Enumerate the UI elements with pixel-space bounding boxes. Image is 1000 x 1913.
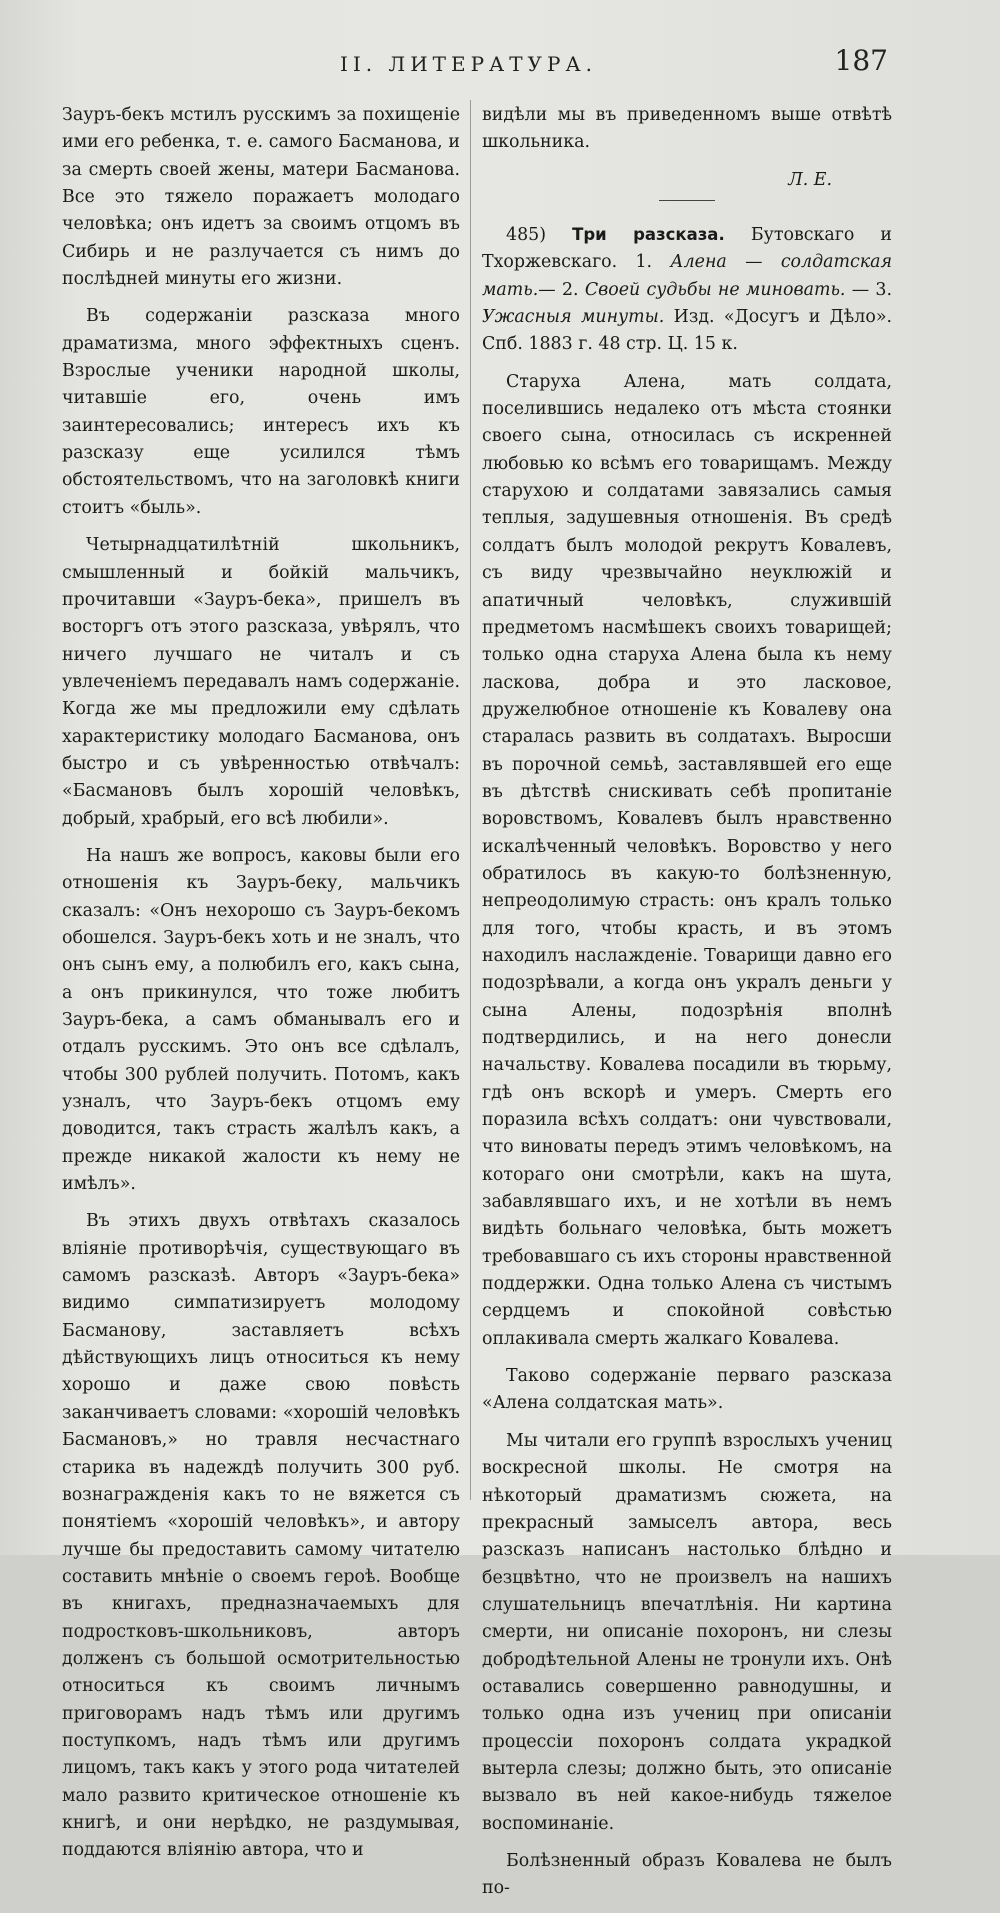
column-divider xyxy=(470,100,471,1500)
entry-title: Три разсказа. xyxy=(572,225,725,245)
bibliographic-entry xyxy=(482,221,892,359)
left-column xyxy=(62,102,460,1875)
left-paragraph-4: На нашъ же вопросъ, каковы были его отношенія къ Зауръ-беку, мальчикъ сказалъ: «Онъ нехорошо съ Зауръ-бекомъ обошелся. Зауръ-бекъ хоть и не зналъ, что онъ сынъ ему, а полюбилъ его, какъ сына, а онъ прикинулся, что тоже любитъ Зауръ-бека, а самъ обманывалъ его и отдалъ русскимъ. Это онъ все сдѣлалъ, чтобы 300 рублей получить. Потомъ, какъ узналъ, что Зауръ-бекъ отцомъ ему доводится, такъ страсть жалѣлъ какъ, а прежде никакой жалости къ нему не имѣлъ». xyxy=(62,845,460,1195)
left-paragraph-2: Въ содержаніи разсказа много драматизма, много эффектныхъ сценъ. Взрослые ученики народной школы, читавшіе его, очень имъ заинтересовались; интересъ ихъ къ разсказу еще усилился тѣмъ обстоятельствомъ, что на заголовкѣ книги стоитъ «быль». xyxy=(62,306,460,518)
right-paragraph-1: Старуха Алена, мать солдата, поселившись недалеко отъ мѣста стоянки своего сына, относилась съ искренней любовью ко всѣмъ его товарищамъ. Между старухою и солдатами завязались самыя теплыя, задушевныя отношенія. Въ средѣ солдатъ былъ молодой рекрутъ Ковалевъ, съ виду чрезвычайно неуклюжій и апатичный человѣкъ, служившій предметомъ насмѣшекъ своихъ товарищей; только одна старуха Алена была къ нему ласкова, добра и это ласковое, дружелюбное отношеніе къ Ковалеву она старалась развить въ солдатахъ. Выросши въ порочной семьѣ, заставлявшей его еще въ дѣтствѣ снискивать себѣ пропитаніе воровствомъ, Ковалевъ былъ нравственно искалѣченный человѣкъ. Воровство у него обратилось въ какую-то болѣзненную, непреодолимую страсть: онъ кралъ только для того, чтобы красть, и въ этомъ находилъ наслажденіе. Товарищи давно его подозрѣвали, а когда онъ укралъ деньги у сына Алены, подозрѣнія вполнѣ подтвердились, и на него донесли начальству. Ковалева посадили въ тюрьму, гдѣ онъ вскорѣ и умеръ. Смерть его поразила всѣхъ солдатъ: они чувствовали, что виноваты передъ этимъ человѣкомъ, на котораго они смотрѣли, какъ на шута, забавлявшаго ихъ, и не хотѣли въ немъ видѣть больнаго человѣка, быть можетъ требовавшаго съ ихъ стороны нравственной поддержки. Одна только Алена съ чистымъ сердцемъ и спокойной совѣстью оплакивала смерть жалкаго Ковалева. xyxy=(482,371,892,1349)
right-paragraph-3: Мы читали его группѣ взрослыхъ учениц воскресной школы. Не смотря на нѣкоторый драматизмъ сюжета, на прекрасный замыселъ автора, весь разсказъ написанъ настолько блѣдно и безцвѣтно, что не произвелъ на нашихъ слушательницъ впечатлѣнія. Ни картина смерти, ни описаніе похоронъ, ни слезы добродѣтельной Алены не тронули ихъ. Онѣ оставались совершенно равнодушны, и только одна изъ учениц при описаніи процессіи похоронъ солдата украдкой вытерла слезы; должно быть, это описаніе вызвало въ ней какое-нибудь тяжелое воспоминаніе. xyxy=(482,1430,892,1834)
entry-authors: Бутовскаго и Тхоржевскаго. 1. xyxy=(482,225,893,273)
page-number: 187 xyxy=(834,44,888,77)
right-column xyxy=(482,102,892,1913)
entry-imprint: Изд. «Досугъ и Дѣло». Спб. 1883 г. 48 стр. Ц. 15 к. xyxy=(482,307,892,355)
entry-number: 485) xyxy=(506,225,546,246)
story-title-1: Алена — солдатская мать. xyxy=(482,252,892,300)
story-title-2: Своей судьбы не миновать. xyxy=(584,279,846,300)
right-paragraph-2: Таково содержаніе перваго разсказа «Алена солдатская мать». xyxy=(482,1366,892,1414)
review-signature: Л. Е. xyxy=(788,169,832,190)
right-paragraph-0: видѣли мы въ приведенномъ выше отвѣтѣ школьника. xyxy=(482,105,892,153)
story-title-3: Ужасныя минуты. xyxy=(482,307,665,328)
story-separator-1: — 2. xyxy=(538,279,579,300)
running-head: II. ЛИТЕРАТУРА. xyxy=(340,52,597,76)
story-separator-2: — 3. xyxy=(851,279,893,300)
section-divider xyxy=(659,200,715,201)
left-paragraph-3: Четырнадцатилѣтній школьникъ, смышленный и бойкій мальчикъ, прочитавши «Зауръ-бека», пришелъ въ восторгъ отъ этого разсказа, увѣрялъ, что ничего лучшаго не читалъ и съ увлеченіемъ передавалъ намъ содержаніе. Когда же мы предложили ему сдѣлать характеристику молодаго Басманова, онъ быстро и съ увѣренностью отвѣчалъ: «Басмановъ былъ хорошій человѣкъ, добрый, храбрый, его всѣ любили». xyxy=(62,535,460,829)
left-paragraph-1: Зауръ-бекъ мстилъ русскимъ за похищеніе ими его ребенка, т. е. самого Басманова, и за смерть своей жены, матери Басманова. Все это тяжело поражаетъ молодаго человѣка; онъ идетъ за своимъ отцомъ въ Сибирь и не разлучается съ нимъ до послѣдней минуты его жизни. xyxy=(62,105,460,290)
left-paragraph-5: Въ этихъ двухъ отвѣтахъ сказалось вліяніе противорѣчія, существующаго въ самомъ разсказѣ. Авторъ «Зауръ-бека» видимо симпатизируетъ молодому Басманову, заставляетъ всѣхъ дѣйствующихъ лицъ относиться къ нему хорошо и даже свою повѣсть заканчиваетъ словами: «хорошій человѣкъ Басмановъ,» но травля несчастнаго старика въ надеждѣ получить 300 руб. вознагражденія какъ то не вяжется съ понятіемъ «хорошій человѣкъ», и автору лучше бы предоставить самому читателю составить мнѣніе о своемъ героѣ. Вообще въ книгахъ, предназначаемыхъ для подростковъ-школьниковъ, авторъ долженъ съ большой осмотрительностью относиться къ своимъ личнымъ приговорамъ надъ тѣмъ или другимъ поступкомъ, надъ тѣмъ или другимъ лицомъ, такъ какъ у этого рода читателей мало развито критическое отношеніе къ книгѣ, и они нерѣдко, не раздумывая, поддаются вліянію автора, что и xyxy=(62,1211,460,1861)
right-paragraph-4: Болѣзненный образъ Ковалева не былъ по- xyxy=(482,1850,892,1899)
